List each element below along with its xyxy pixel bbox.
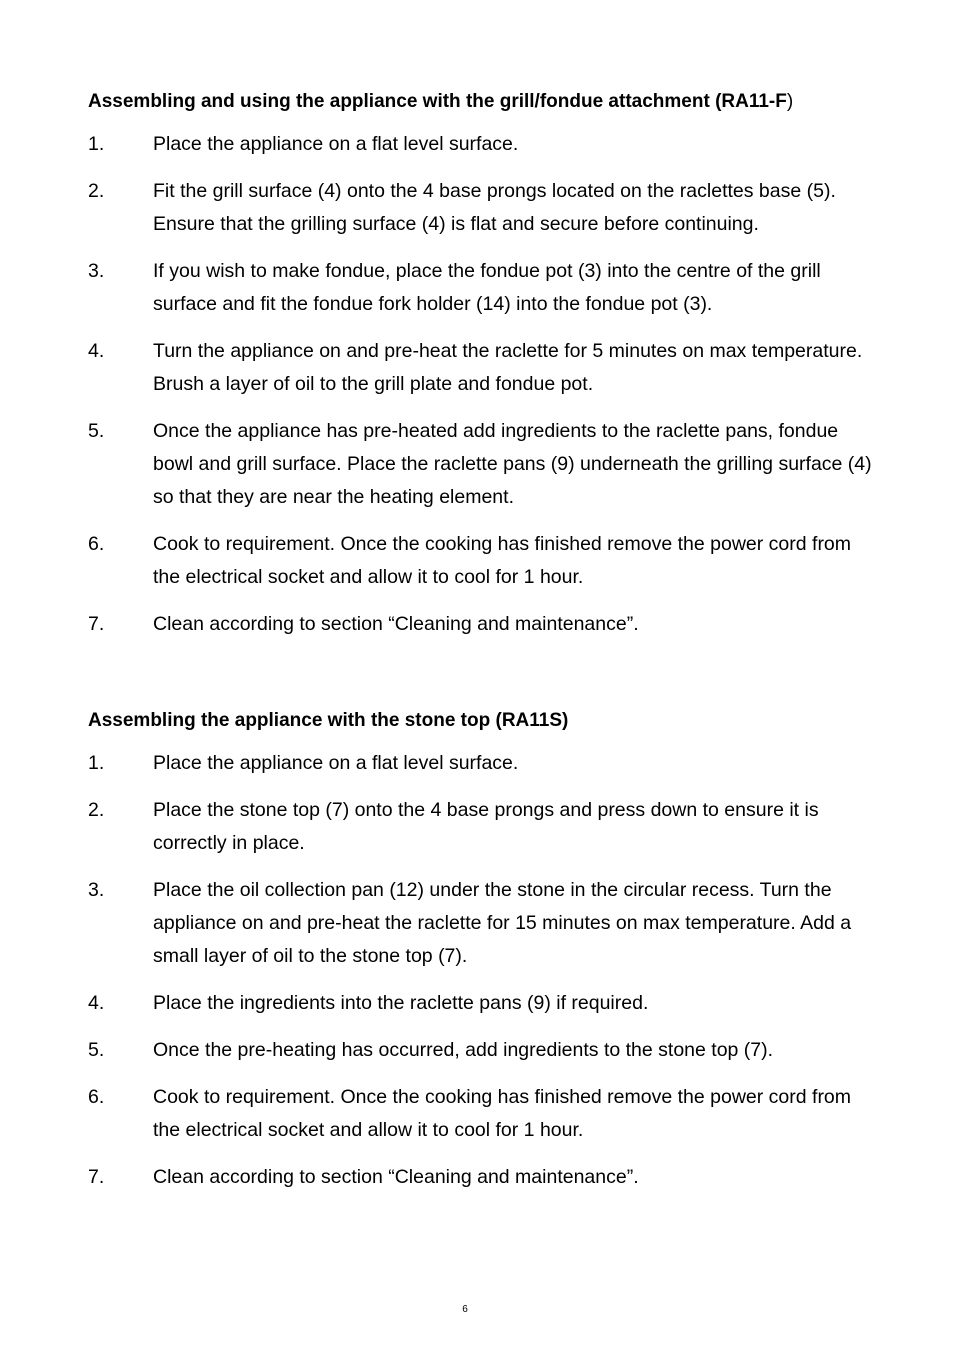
step-number: 6. [88,533,105,555]
section-heading [88,709,878,733]
step-text: Place the stone top (7) onto the 4 base prongs and press down to ensure it is correctly in place. [153,799,819,854]
section-heading-tail: ) [786,91,794,112]
step-number: 7. [88,1166,105,1188]
list-item [88,335,878,401]
step-number: 3. [88,879,105,901]
step-text: Place the appliance on a flat level surface. [153,133,519,155]
step-text: Clean according to section “Cleaning and maintenance”. [153,613,639,635]
list-item [88,747,878,780]
step-text: Cook to requirement. Once the cooking has finished remove the power cord from the electrical socket and allow it to cool for 1 hour. [153,533,852,588]
step-text: Place the appliance on a flat level surface. [153,752,519,774]
step-text: Place the oil collection pan (12) under the stone in the circular recess. Turn the appliance on and pre-heat the raclette for 15 minutes on max temperature. Add a small layer of oil to the stone top (7). [153,879,852,967]
list-item [88,1161,878,1194]
step-number: 4. [88,340,105,362]
step-number: 7. [88,613,105,635]
list-item [88,794,878,860]
step-number: 4. [88,992,105,1014]
page-number: 6 [462,1304,468,1315]
list-item [88,128,878,161]
section-heading-text: Assembling the appliance with the stone top (RA11S) [88,710,569,731]
stone-top-section [88,709,878,1194]
step-number: 1. [88,752,105,774]
grill-fondue-section [88,90,878,641]
list-item [88,608,878,641]
step-number: 1. [88,133,105,155]
step-number: 2. [88,799,105,821]
step-text: Cook to requirement. Once the cooking has finished remove the power cord from the electrical socket and allow it to cool for 1 hour. [153,1086,852,1141]
step-text: Place the ingredients into the raclette pans (9) if required. [153,992,649,1014]
step-text: Fit the grill surface (4) onto the 4 base prongs located on the raclettes base (5). Ensure that the grilling surface (4) is flat and secure before continuing. [153,180,836,235]
step-text: Turn the appliance on and pre-heat the raclette for 5 minutes on max temperature. Brush a layer of oil to the grill plate and fondue pot. [153,340,863,395]
list-item [88,528,878,594]
step-number: 3. [88,260,105,282]
list-item [88,415,878,514]
step-text: If you wish to make fondue, place the fondue pot (3) into the centre of the grill surface and fit the fondue fork holder (14) into the fondue pot (3). [153,260,821,315]
step-number: 2. [88,180,105,202]
section-heading [88,90,878,114]
list-item [88,255,878,321]
list-item [88,175,878,241]
list-item [88,1034,878,1067]
list-item [88,874,878,973]
step-number: 5. [88,1039,105,1061]
step-number: 5. [88,420,105,442]
step-text: Once the appliance has pre-heated add ingredients to the raclette pans, fondue bowl and grill surface. Place the raclette pans (9) underneath the grilling surface (4) so that they are near the heating element. [153,420,872,508]
step-text: Once the pre-heating has occurred, add ingredients to the stone top (7). [153,1039,774,1061]
step-text: Clean according to section “Cleaning and maintenance”. [153,1166,639,1188]
list-item [88,987,878,1020]
list-item [88,1081,878,1147]
steps-list [88,747,878,1194]
steps-list [88,128,878,641]
section-heading-text: Assembling and using the appliance with the grill/fondue attachment (RA11-F [88,91,787,112]
step-number: 6. [88,1086,105,1108]
